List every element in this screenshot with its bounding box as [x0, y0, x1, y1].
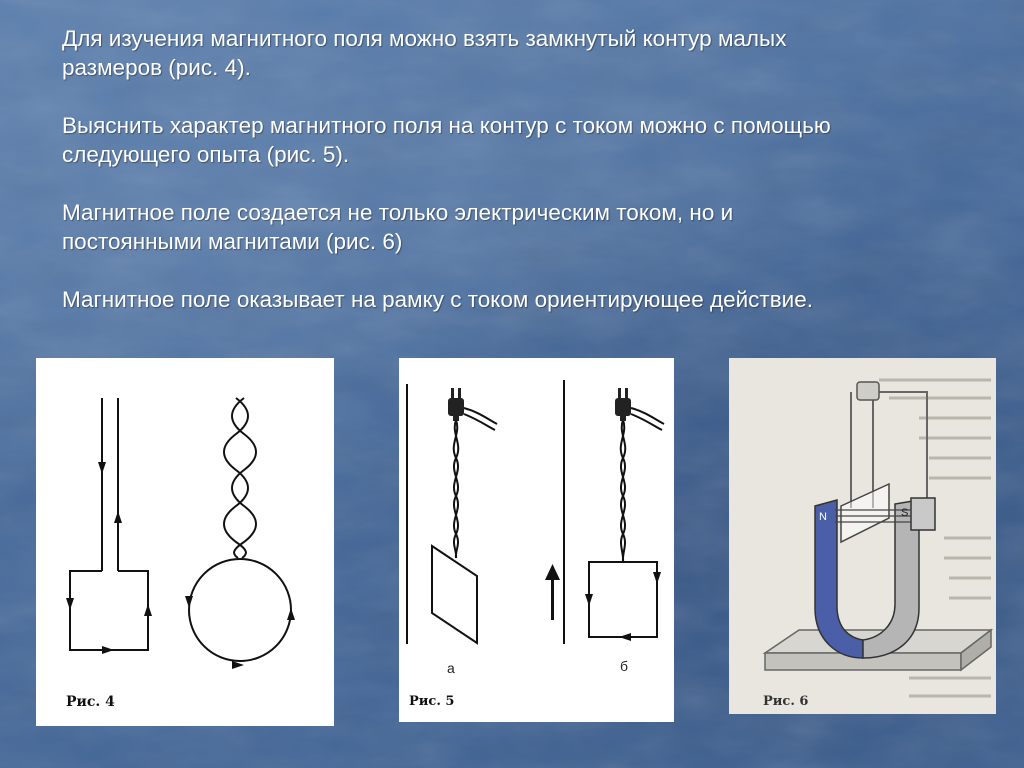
p2-line2: следующего опыта (рис. 5).: [62, 142, 350, 167]
pole-n-label: N: [819, 511, 827, 523]
plug-a: [448, 388, 464, 421]
p1-line1: Для изучения магнитного поля можно взять замкнутый контур малых: [62, 26, 787, 51]
figure-6-permanent-magnet: [729, 358, 996, 714]
p1-line2: размеров (рис. 4).: [62, 55, 251, 80]
figure-4-caption: Рис. 4: [66, 694, 115, 710]
figure-4-closed-loop: [36, 358, 334, 726]
square-loop-arrows: [66, 462, 152, 654]
figure-5-drawing: [399, 358, 674, 722]
magnet-s-cap: [911, 498, 935, 530]
p4-line1: Магнитное поле оказывает на рамку с током ориентирующее действие.: [62, 287, 814, 312]
figure-5-label-b: б: [620, 658, 629, 674]
figure-6-caption: Рис. 6: [763, 694, 809, 709]
p3-line2: постоянными магнитами (рис. 6): [62, 229, 403, 254]
circle-loop: [189, 398, 291, 661]
figure-4-drawing: [36, 358, 334, 726]
suspension-head: [857, 382, 879, 400]
figure-6-drawing: [729, 358, 996, 714]
figure-5-label-a: а: [447, 660, 455, 676]
pole-s-label: S: [901, 507, 909, 519]
paragraph-3: [62, 198, 982, 256]
paragraph-1: [62, 24, 982, 82]
plug-b: [615, 388, 631, 421]
current-frame: [841, 484, 889, 542]
square-loop: [70, 398, 148, 650]
slide-text: [62, 24, 982, 343]
p2-line1: Выяснить характер магнитного поля на контур с током можно с помощью: [62, 113, 831, 138]
paragraph-2: [62, 111, 982, 169]
paragraph-4: [62, 285, 982, 314]
p3-line1: Магнитное поле создается не только электрическим током, но и: [62, 200, 734, 225]
figure-5-caption: Рис. 5: [409, 694, 455, 709]
figure-5-experiment: [399, 358, 674, 722]
circle-loop-arrows: [185, 596, 295, 669]
